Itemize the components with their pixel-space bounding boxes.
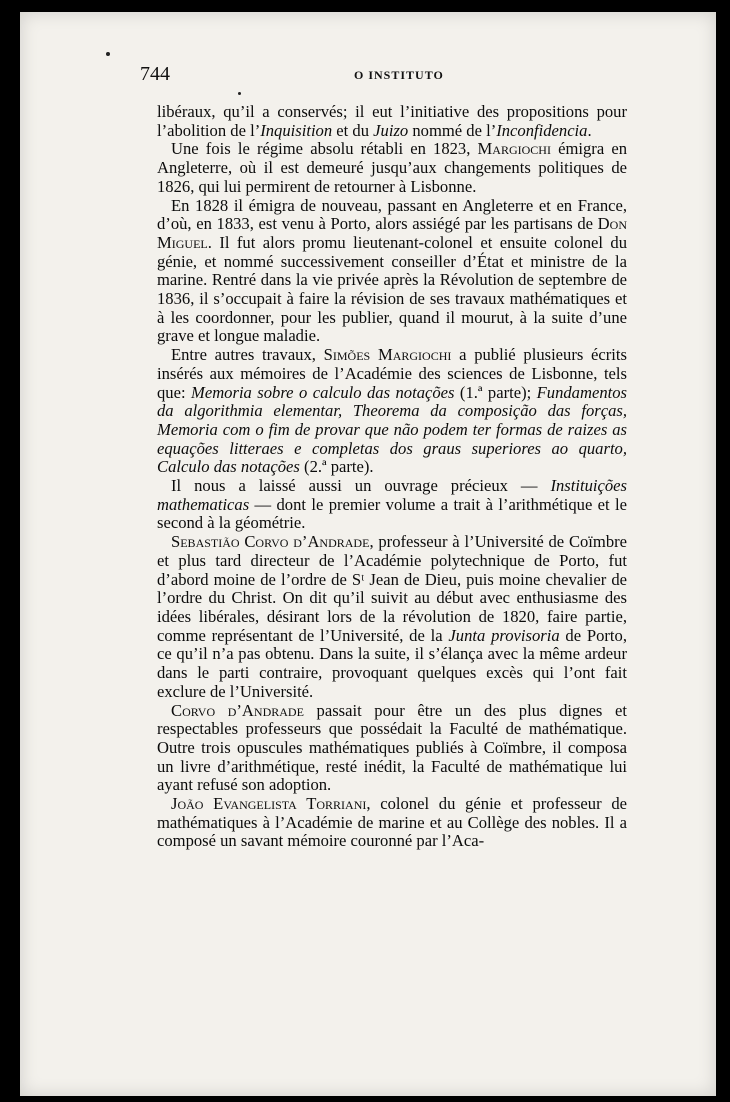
italic-text: Instituições mathematicas: [157, 476, 627, 514]
text-run: émigra en Angleterre, où il est demeuré jusqu’aux changements politiques de 1826, qui lui permirent de retourner à Lisbonne.: [157, 139, 627, 196]
body-text: [157, 103, 627, 851]
ink-speck: [238, 92, 241, 95]
page-number: 744: [140, 63, 170, 85]
text-run: Il nous a laissé aussi un ouvrage précieux —: [171, 476, 551, 496]
paragraph: [157, 140, 627, 196]
italic-text: Inquisition: [260, 120, 333, 140]
small-caps-name: João Evangelista Torriani: [171, 794, 367, 814]
small-caps-name: Sebastião Corvo d’Andrade: [171, 532, 370, 552]
paragraph: [157, 346, 627, 477]
text-run: de Porto, ce qu’il n’a pas obtenu. Dans la suite, il s’élança avec la même ardeur dans le parti contraire, provoquant quelques excès qui l’ont fait exclure de l’Université.: [157, 625, 627, 701]
paragraph: [157, 477, 627, 533]
text-run: libéraux, qu’il a conservés; il eut l’initiative des propositions pour l’abolition de l’: [157, 102, 627, 140]
small-caps-name: Don Miguel: [157, 214, 627, 252]
text-run: , colonel du génie et professeur de mathématiques à l’Académie de marine et au Collège des nobles. Il a composé un savant mémoire couronné par l’Aca-: [157, 794, 627, 851]
text-run: et du: [332, 120, 374, 140]
paragraph: [157, 197, 627, 347]
paragraph: [157, 795, 627, 851]
italic-text: Inconfidencia: [496, 120, 588, 140]
ink-speck: [106, 52, 110, 56]
text-run: — dont le premier volume a trait à l’arithmétique et le second à la géométrie.: [157, 494, 627, 533]
italic-text: Fundamentos da algorithmia elementar, Theorema da composição das forças, Memoria com o fim de provar que não podem ter formas de raizes as equações litteraes e completas dos graus superiores ao quarto, Calculo das notações: [157, 382, 627, 477]
italic-text: Memoria sobre o calculo das notações: [191, 382, 455, 402]
running-title: O INSTITUTO: [354, 68, 444, 82]
paragraph: [157, 702, 627, 796]
text-run: En 1828 il émigra de nouveau, passant en Angleterre et en France, d’où, en 1833, est venu à Porto, alors assiégé par les partisans de: [157, 195, 627, 234]
italic-text: Juizo: [373, 120, 409, 140]
small-caps-name: Simões Margiochi: [323, 345, 452, 365]
text-run: .: [587, 120, 592, 140]
text-run: a publié plusieurs écrits insérés aux mémoires de l’Académie des sciences de Lisbonne, tels que:: [157, 345, 627, 402]
page-header: [140, 63, 630, 85]
text-run: Une fois le régime absolu rétabli en 1823,: [171, 139, 478, 159]
text-run: passait pour être un des plus dignes et respectables professeurs que possédait la Faculté de mathématique. Outre trois opuscules mathématiques publiés à Coïmbre, il composa un livre d’arithmétique, resté inédit, la Faculté de mathématique lui ayant refusé son adoption.: [157, 700, 627, 795]
text-run: Entre autres travaux,: [171, 345, 324, 365]
text-run: , professeur à l’Université de Coïmbre et plus tard directeur de l’Académie polytechnique de Porto, fut d’abord moine de l’ordre de Sᵗ Jean de Dieu, puis moine chevalier de l’ordre du Christ. On dit qu’il suivit au début avec enthusiasme des idées libérales, désirant lors de la révolution de 1820, faire partie, comme représentant de l’Université, de la: [157, 532, 628, 645]
small-caps-name: Margiochi: [477, 139, 551, 159]
text-run: (2.ª parte).: [299, 457, 374, 477]
small-caps-name: Corvo d’Andrade: [171, 700, 304, 720]
italic-text: Junta provisoria: [448, 625, 560, 645]
text-run: (1.ª parte);: [454, 382, 537, 402]
text-run: nommé de l’: [408, 120, 497, 140]
paragraph: [157, 533, 627, 701]
paragraph: [157, 103, 627, 140]
text-run: . Il fut alors promu lieutenant-colonel et ensuite colonel du génie, et nommé successivement conseiller d’État et ministre de la marine. Rentré dans la vie privée après la Révolution de septembre de 1836, il s’occupait à faire la révision de ses travaux mathématiques et à les coordonner, pour les publier, quand il mourut, à la suite d’une grave et longue maladie.: [157, 232, 627, 346]
